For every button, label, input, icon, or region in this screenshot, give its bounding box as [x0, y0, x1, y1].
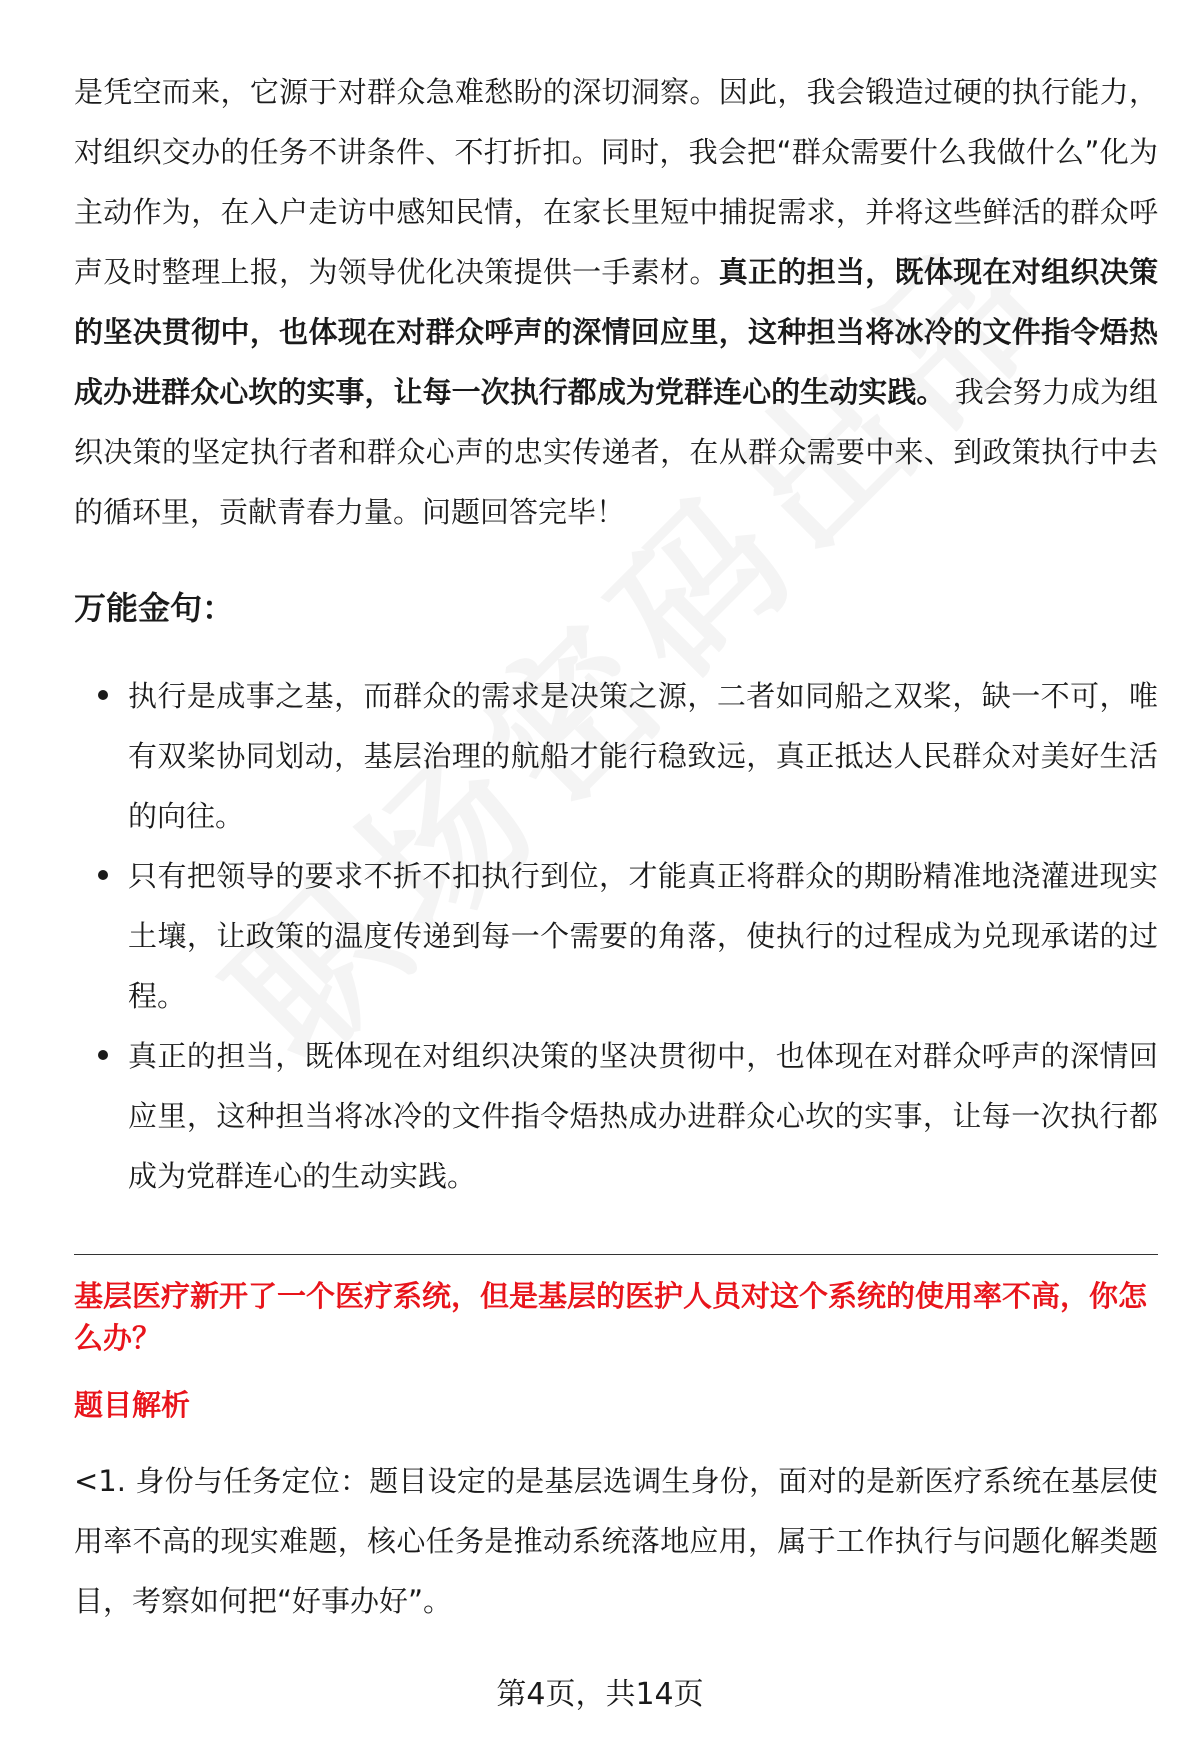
- document-page: [74, 62, 1158, 1631]
- intro-text-2: 我会努力成为组织决策的坚定执行者和群众心声的忠实传递者，在从群众需要中来、到政策执行中去的循环里，贡献青春力量。问题回答完毕！: [74, 375, 1158, 529]
- page-number: 第4页，共14页: [496, 1677, 704, 1712]
- question-title: 基层医疗新开了一个医疗系统，但是基层的医护人员对这个系统的使用率不高，你怎么办？: [74, 1279, 1148, 1355]
- intro-text-1: 是凭空而来，它源于对群众急难愁盼的深切洞察。因此，我会锻造过硬的执行能力，对组织交办的任务不讲条件、不打折扣。同时，我会把“群众需要什么我做什么”化为主动作为，在入户走访中感知民情，在家长里短中捕捉需求，并将这些鲜活的群众呼声及时整理上报，为领导优化决策提供一手素材。: [74, 75, 1158, 289]
- list-item-text: 真正的担当，既体现在对组织决策的坚决贯彻中，也体现在对群众呼声的深情回应里，这种担当将冰冷的文件指令焐热成办进群众心坎的实事，让每一次执行都成为党群连心的生动实践。: [128, 1039, 1158, 1193]
- list-item: [74, 1026, 1158, 1206]
- intro-bold-text: 真正的担当，既体现在对组织决策的坚决贯彻中，也体现在对群众呼声的深情回应里，这种担当将冰冷的文件指令焐热成办进群众心坎的实事，让每一次执行都成为党群连心的生动实践。: [74, 255, 1158, 409]
- analysis-paragraph: <1. 身份与任务定位：题目设定的是基层选调生身份，面对的是新医疗系统在基层使用率不高的现实难题，核心任务是推动系统落地应用，属于工作执行与问题化解类题目，考察如何把“好事办好”。: [74, 1464, 1158, 1618]
- golden-sentences-list: [74, 666, 1158, 1206]
- list-item-text: 只有把领导的要求不折不扣执行到位，才能真正将群众的期盼精准地浇灌进现实土壤，让政策的温度传递到每一个需要的角落，使执行的过程成为兑现承诺的过程。: [128, 859, 1158, 1013]
- golden-sentences-title: 万能金句：: [74, 589, 235, 627]
- intro-paragraph: [74, 62, 1158, 542]
- list-item-text: 执行是成事之基，而群众的需求是决策之源，二者如同船之双桨，缺一不可，唯有双桨协同划动，基层治理的航船才能行稳致远，真正抵达人民群众对美好生活的向往。: [128, 679, 1158, 833]
- bullet-icon: [98, 1050, 108, 1060]
- bullet-icon: [98, 870, 108, 880]
- list-item: [74, 666, 1158, 846]
- bullet-icon: [98, 690, 108, 700]
- list-item: [74, 846, 1158, 1026]
- analysis-title: 题目解析: [74, 1388, 191, 1422]
- section-divider: [74, 1254, 1158, 1255]
